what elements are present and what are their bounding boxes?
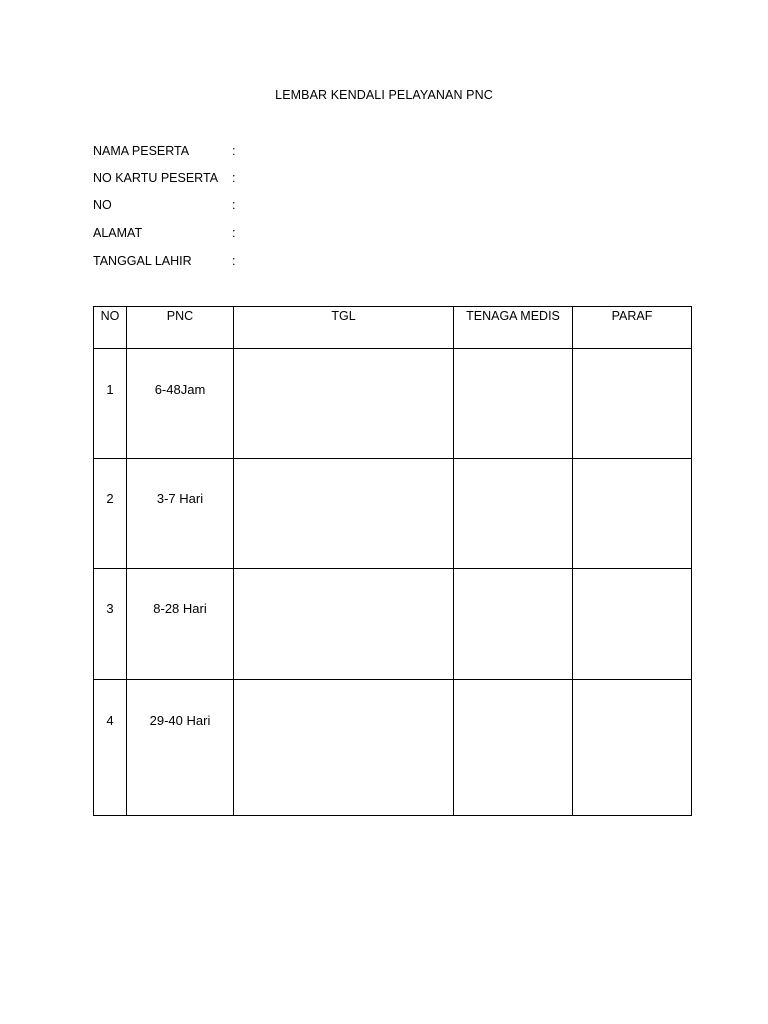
header-paraf: PARAF [573, 307, 692, 349]
field-label: NO KARTU PESERTA [93, 171, 219, 185]
cell-no: 1 [94, 349, 127, 459]
field-label: ALAMAT [93, 226, 143, 240]
table-row [94, 459, 692, 569]
cell-pnc: 6-48Jam [127, 349, 234, 459]
header-pnc: PNC [127, 307, 234, 349]
cell-tenaga-medis [454, 459, 573, 569]
field-colon: : [232, 254, 236, 268]
pnc-table [93, 306, 692, 816]
cell-pnc: 29-40 Hari [127, 680, 234, 816]
cell-tgl [234, 569, 454, 680]
cell-pnc: 8-28 Hari [127, 569, 234, 680]
cell-paraf [573, 569, 692, 680]
table-row [94, 569, 692, 680]
cell-no: 4 [94, 680, 127, 816]
field-colon: : [232, 171, 236, 185]
field-colon: : [232, 144, 236, 158]
cell-tenaga-medis [454, 680, 573, 816]
cell-paraf [573, 349, 692, 459]
header-no: NO [94, 307, 127, 349]
header-tenaga-medis: TENAGA MEDIS [454, 307, 573, 349]
field-colon: : [232, 198, 236, 212]
cell-tenaga-medis [454, 569, 573, 680]
table-row [94, 349, 692, 459]
header-tgl: TGL [234, 307, 454, 349]
field-label: NAMA PESERTA [93, 144, 190, 158]
field-colon: : [232, 226, 236, 240]
table-header-row [94, 307, 692, 349]
cell-paraf [573, 459, 692, 569]
cell-tgl [234, 349, 454, 459]
field-label: TANGGAL LAHIR [93, 254, 192, 268]
cell-no: 2 [94, 459, 127, 569]
cell-pnc: 3-7 Hari [127, 459, 234, 569]
cell-tgl [234, 680, 454, 816]
table-row [94, 680, 692, 816]
cell-no: 3 [94, 569, 127, 680]
page-title: LEMBAR KENDALI PELAYANAN PNC [275, 88, 493, 102]
cell-paraf [573, 680, 692, 816]
field-label: NO [93, 198, 112, 212]
cell-tgl [234, 459, 454, 569]
cell-tenaga-medis [454, 349, 573, 459]
